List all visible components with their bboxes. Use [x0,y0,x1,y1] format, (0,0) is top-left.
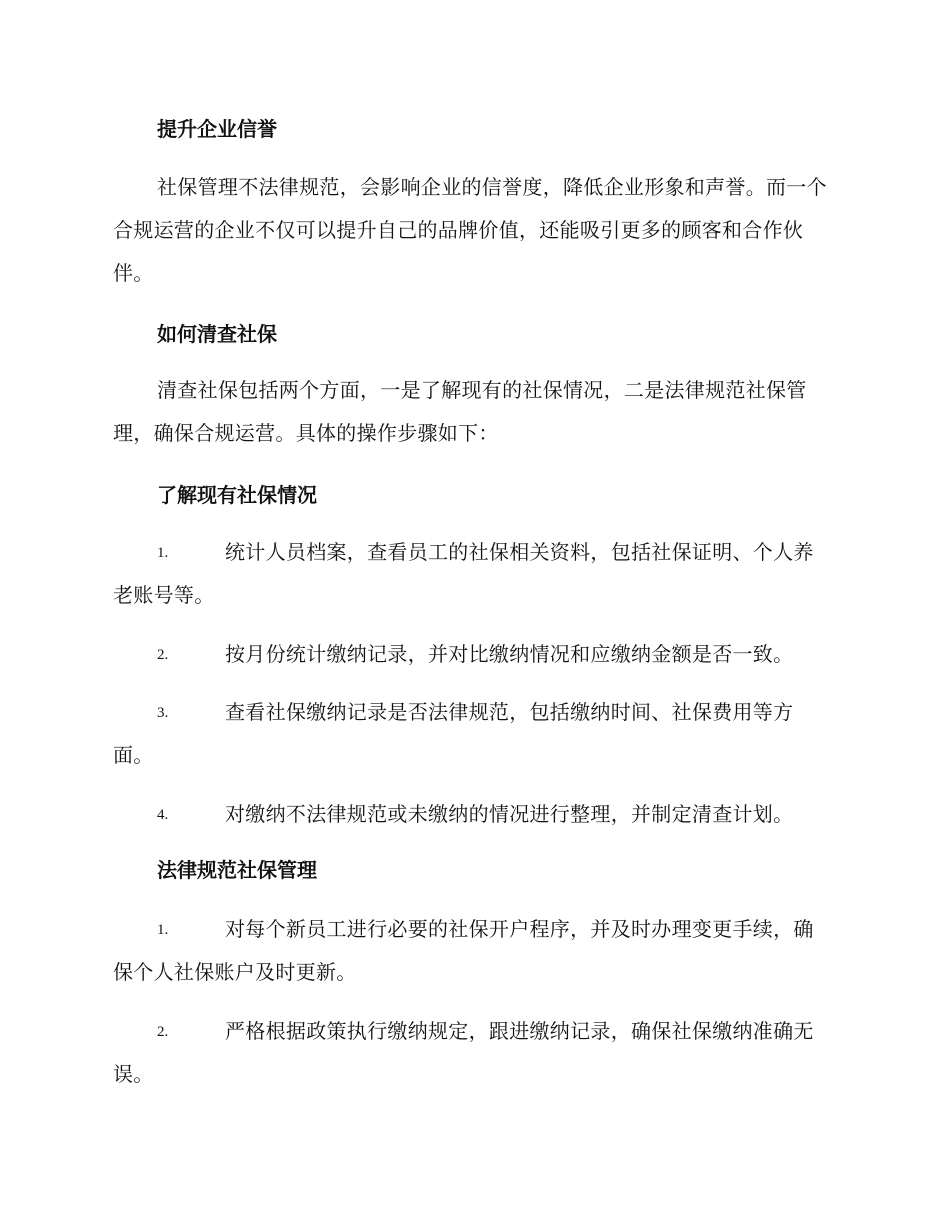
list-text: 按月份统计缴纳记录，并对比缴纳情况和应缴纳金额是否一致。 [225,642,794,666]
section-heading: 法律规范社保管理 [157,858,317,882]
list-text: 对每个新员工进行必要的社保开户程序，并及时办理变更手续，确保个人社保账户及时更新。 [113,917,814,984]
list-number: 4. [157,807,169,823]
section-heading: 提升企业信誉 [157,117,277,141]
section-heading: 了解现有社保情况 [157,483,317,507]
list-number: 2. [157,647,169,663]
list-text: 统计人员档案，查看员工的社保相关资料，包括社保证明、个人养老账号等。 [113,540,814,607]
section-heading: 如何清查社保 [157,322,277,346]
section-paragraph: 社保管理不法律规范，会影响企业的信誉度，降低企业形象和声誉。而一个合规运营的企业不仅可以提升自己的品牌价值，还能吸引更多的顾客和合作伙伴。 [113,175,827,285]
list-text: 严格根据政策执行缴纳规定，跟进缴纳记录，确保社保缴纳准确无误。 [113,1019,814,1086]
list-text: 对缴纳不法律规范或未缴纳的情况进行整理，并制定清查计划。 [225,802,794,826]
list-number: 3. [157,705,169,721]
list-number: 2. [157,1024,169,1040]
list-number: 1. [157,545,169,561]
section-paragraph: 清查社保包括两个方面，一是了解现有的社保情况，二是法律规范社保管理，确保合规运营。具体的操作步骤如下： [113,378,807,445]
list-text: 查看社保缴纳记录是否法律规范，包括缴纳时间、社保费用等方面。 [113,700,794,767]
list-number: 1. [157,922,169,938]
